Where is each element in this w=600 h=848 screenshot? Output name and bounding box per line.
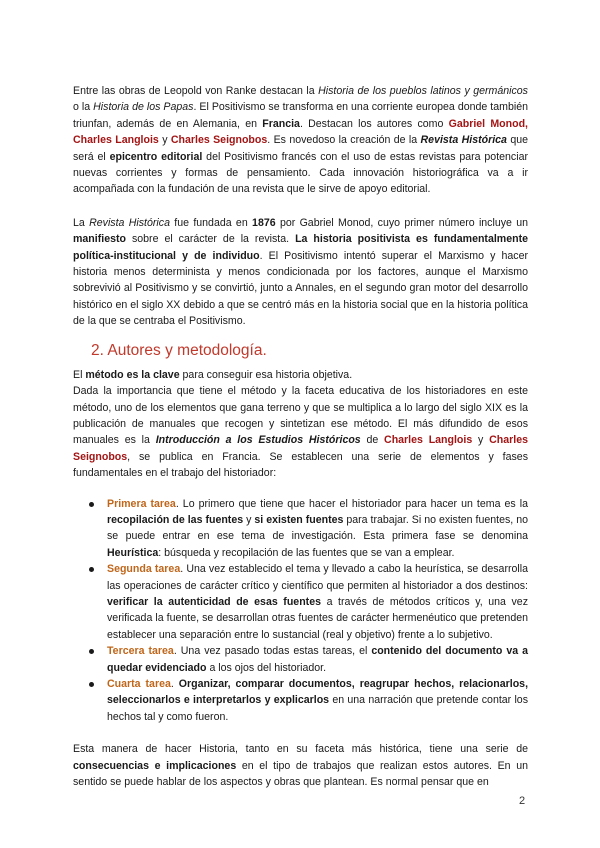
- text: de: [360, 434, 385, 447]
- list-item: [73, 643, 528, 676]
- text: Entre las obras de Leopold von Ranke destacan la: [73, 85, 319, 97]
- bullet-icon: [89, 502, 94, 507]
- year: 1876: [252, 216, 276, 229]
- bold-text: Heurística: [107, 546, 159, 559]
- text: . Destacan los autores como: [299, 117, 449, 130]
- task-label: Tercera tarea: [107, 645, 174, 658]
- text: .: [170, 678, 179, 690]
- task-list: [73, 496, 528, 726]
- text: que será el: [73, 134, 528, 163]
- list-item: [73, 676, 528, 725]
- text: : búsqueda y recopilación de las fuentes que se van a emplear.: [158, 546, 455, 559]
- text: a través de métodos críticos y, una vez verificada la fuente, se desarrollan otras fuentes de carácter hermenéutico que pretenden establecer una separación entre lo sustancial (real y objetivo) frente a lo subjetivo.: [107, 595, 528, 641]
- bullet-icon: [89, 567, 94, 572]
- paragraph-revista: [73, 215, 528, 330]
- book-title: Introducción a los Estudios Históricos: [155, 434, 361, 447]
- text: . Lo primero que tiene que hacer el historiador para hacer un tema es la: [175, 497, 528, 510]
- text: y: [243, 513, 255, 526]
- journal-title: Revista Histórica: [89, 216, 170, 229]
- bold-text: Francia: [262, 117, 300, 130]
- bullet-icon: [89, 682, 94, 687]
- text: El: [73, 368, 86, 381]
- task-label: Cuarta tarea: [107, 678, 171, 690]
- task-label: Segunda tarea: [107, 563, 181, 576]
- text: en una narración que pretende contar los hechos tal y como fueron.: [107, 694, 528, 723]
- paragraph-manuales: [73, 383, 528, 481]
- book-title: Historia de los Papas: [93, 101, 194, 114]
- bullet-icon: [89, 649, 94, 654]
- text: . Una vez pasado todas estas tareas, el: [173, 645, 372, 658]
- bold-text: epicentro editorial: [109, 150, 203, 163]
- text: Esta manera de hacer Historia, tanto en su faceta más histórica, tiene una serie de: [73, 743, 528, 756]
- text: . El Positivismo intentó superar el Marxismo y hacer historia menos determinista y menos condicionada por los factores, aunque el Marxismo sobrevivió al Positivismo y se convirtió, junto a Annales, en el segundo gran motor del desarrollo histórico en el siglo XX debido a que se centró más en la historia social que en la historia política de la que se centraba el Positivismo.: [73, 249, 528, 328]
- text: . Una vez establecido el tema y llevado a cabo la heurística, se desarrolla las operaciones de carácter crítico y científico que permiten al historiador a dos destinos:: [107, 563, 528, 592]
- text: del Positivismo francés con el uso de estas revistas para potenciar nuevas corrientes y formas de pensamiento. Cada innovación historiográfica va a ir acompañada con la fundación de una revista que le sirve de apoyo editorial.: [73, 150, 528, 196]
- section-heading: 2. Autores y metodología.: [91, 341, 267, 359]
- journal-title: Revista Histórica: [420, 134, 507, 147]
- bold-text: La historia positivista es fundamentalmente política-institucional y de individuo: [73, 233, 528, 262]
- book-title: Historia de los pueblos latinos y germánicos: [318, 85, 528, 97]
- bold-text: método es la clave: [85, 368, 180, 381]
- list-item: [73, 496, 528, 562]
- author-names: Gabriel Monod, Charles Langlois: [73, 117, 528, 147]
- paragraph-metodo: [73, 367, 528, 383]
- text: en el tipo de trabajos que realizan estos autores. En un sentido se puede hablar de los aspectos y obras que plantean. Es normal pensar que en: [73, 759, 528, 789]
- author-name: Charles Seignobos: [170, 134, 268, 147]
- bold-text: verificar la autenticidad de esas fuentes: [107, 595, 321, 608]
- text: a los ojos del historiador.: [206, 661, 327, 674]
- text: para conseguir esa historia objetiva.: [179, 368, 353, 381]
- text: La: [73, 216, 90, 229]
- text: y: [158, 134, 171, 147]
- bold-text: manifiesto: [73, 233, 126, 246]
- paragraph-ranke: [73, 83, 528, 198]
- bold-text: Organizar, comparar documentos, reagrupar hechos, relacionarlos, seleccionarlos e interpretarlos y explicarlos: [107, 678, 529, 707]
- bold-text: si existen fuentes: [254, 513, 344, 526]
- author-name: Charles Langlois: [384, 434, 473, 447]
- text: o la: [73, 101, 94, 114]
- text: . El Positivismo se transforma en una corriente europea donde también triunfan, además de en Alemania, en: [73, 101, 528, 130]
- bold-text: consecuencias e implicaciones: [73, 759, 237, 772]
- author-name: Charles Seignobos: [73, 434, 528, 463]
- text: Dada la importancia que tiene el método y la faceta educativa de los historiadores en este método, uno de los elementos que gana terreno y que se multiplica a lo largo del siglo XIX es la publicación de manuales que recogen y sintetizan ese método. El más difundido de esos manuales es la: [73, 385, 528, 447]
- bold-text: recopilación de las fuentes: [107, 513, 244, 526]
- text: , se publica en Francia. Se establecen una serie de elementos y fases fundamentales en el trabajo del historiador:: [73, 450, 528, 480]
- page-number: 2: [519, 795, 526, 807]
- bold-text: contenido del documento va a quedar evidenciado: [107, 645, 528, 674]
- text: sobre el carácter de la revista.: [125, 233, 296, 246]
- paragraph-consecuencias: [73, 741, 528, 790]
- text: fue fundada en: [169, 216, 253, 229]
- task-label: Primera tarea: [107, 497, 176, 510]
- page-content: [73, 83, 528, 790]
- text: . Es novedoso la creación de la: [267, 134, 421, 147]
- text: y: [472, 434, 490, 447]
- text: por Gabriel Monod, cuyo primer número incluye un: [275, 216, 529, 229]
- text: para trabajar. Si no existen fuentes, no se puede entrar en ese tema de investigación. Esta primera fase se denomina: [107, 513, 528, 543]
- list-item: [73, 561, 528, 643]
